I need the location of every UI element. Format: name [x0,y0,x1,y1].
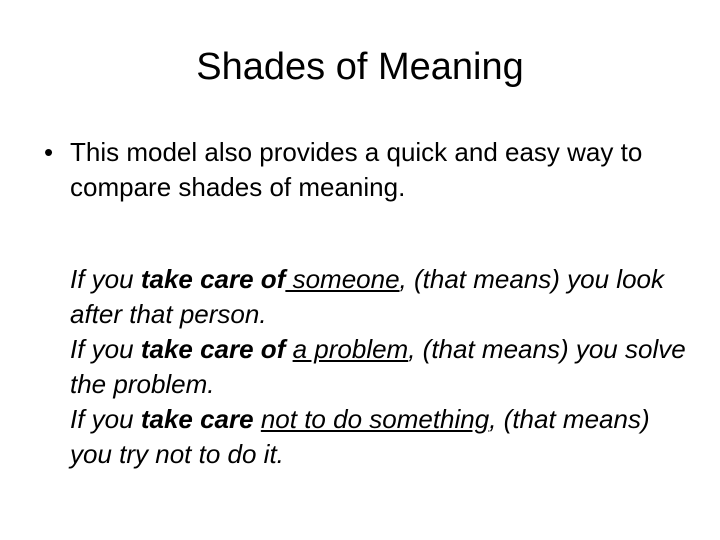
example-prefix: If you [70,334,141,364]
example-keyword: take care [140,404,254,434]
bullet-dot-icon: • [44,137,54,167]
example-suffix: , (that means) you try not to do it. [70,404,650,469]
slide-title: Shades of Meaning [196,46,524,88]
example-suffix: , (that means) you look after that person. [70,264,665,329]
example-gap [254,404,261,434]
example-suffix: , (that means) you solve the problem. [70,334,686,399]
example-prefix: If you [70,404,141,434]
example-object: not to do something [260,404,490,434]
example-keyword: take care of [140,334,286,364]
examples-block [70,262,690,472]
example-object: someone [285,264,400,294]
example-prefix: If you [70,264,141,294]
example-sentence-2 [70,332,690,402]
example-sentence-1 [70,262,690,332]
example-object: a problem [292,334,409,364]
bullet-item [44,135,684,205]
example-keyword: take care of [140,264,286,294]
example-sentence-3 [70,402,690,472]
bullet-text: This model also provides a quick and easy way to compare shades of meaning. [70,137,643,202]
example-gap [285,334,292,364]
